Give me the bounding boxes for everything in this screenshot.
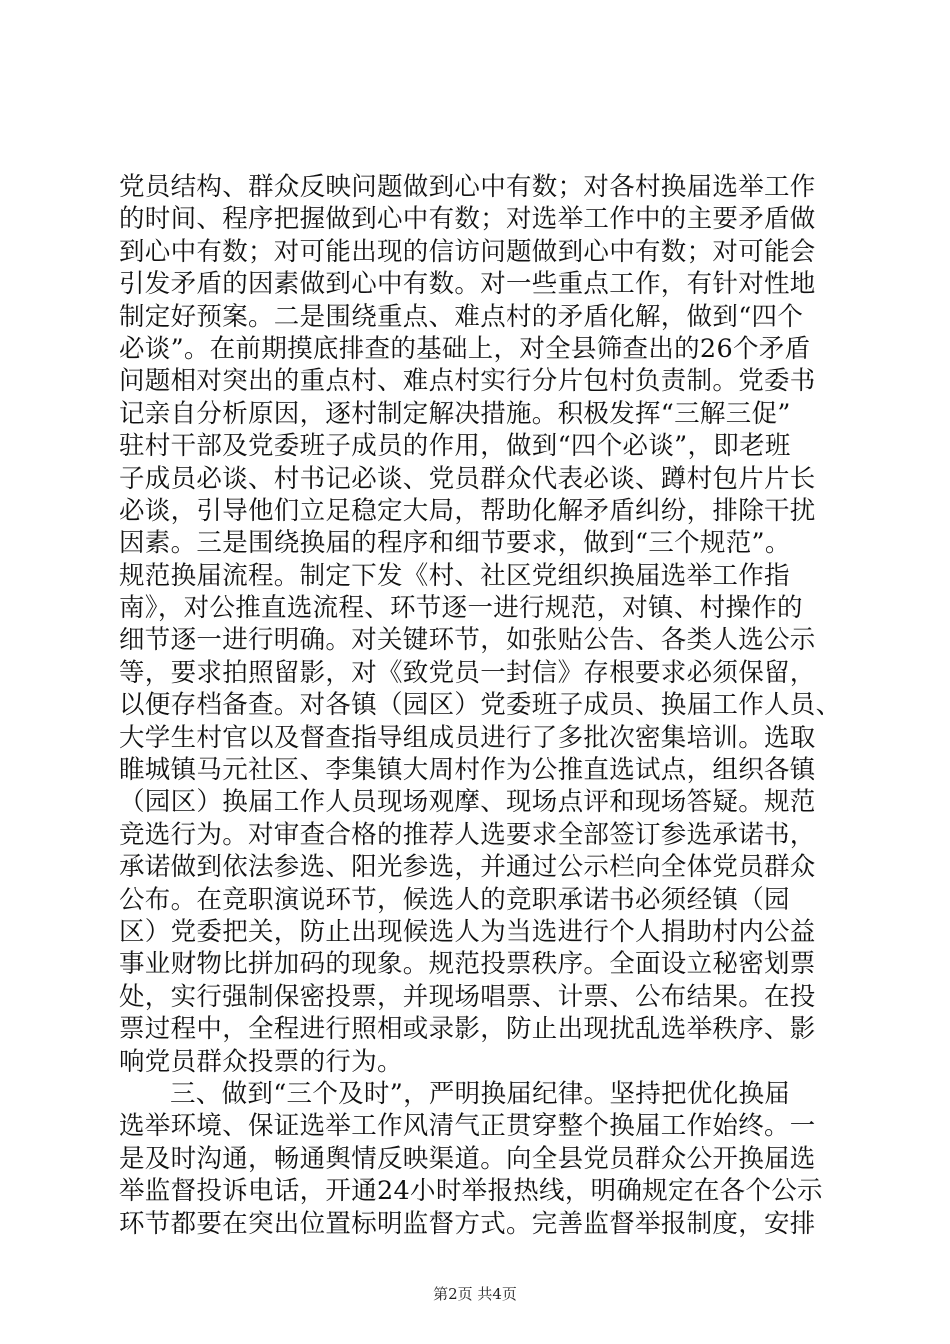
text-line: 引发矛盾的因素做到心中有数。对一些重点工作，有针对性地 [119,269,816,300]
text-line: 以便存档备查。对各镇（园区）党委班子成员、换届工作人员、 [119,690,842,721]
text-line: 区）党委把关，防止出现候选人为当选进行个人捐助村内公益 [119,916,816,947]
text-line: 等，要求拍照留影，对《致党员一封信》存根要求必须保留， [119,657,816,688]
text-line: 党员结构、群众反映问题做到心中有数；对各村换届选举工作 [119,172,816,202]
text-line: 记亲自分析原因，逐村制定解决措施。积极发挥“三解三促” [119,398,791,429]
text-line: 选举环境、保证选举工作风清气正贯穿整个换届工作始终。一 [119,1111,816,1142]
text-line: 南》，对公推直选流程、环节逐一进行规范，对镇、村操作的 [119,593,803,624]
text-line: 票过程中，全程进行照相或录影，防止出现扰乱选举秩序、影 [119,1014,816,1045]
body-text [119,171,842,1240]
page-number-footer: 第2页 共4页 [433,1285,517,1303]
text-line: 制定好预案。二是围绕重点、难点村的矛盾化解，做到“四个 [119,301,804,332]
text-line: 到心中有数；对可能出现的信访问题做到心中有数；对可能会 [119,236,816,267]
text-line: 环节都要在突出位置标明监督方式。完善监督举报制度，安排 [119,1208,816,1239]
text-line: 处，实行强制保密投票，并现场唱票、计票、公布结果。在投 [119,981,816,1012]
text-line: 公布。在竞职演说环节，候选人的竞职承诺书必须经镇（园 [119,884,790,915]
text-line: 必谈，引导他们立足稳定大局，帮助化解矛盾纠纷，排除干扰 [119,495,816,526]
text-line: 大学生村官以及督查指导组成员进行了多批次密集培训。选取 [119,722,816,753]
text-line: 事业财物比拼加码的现象。规范投票秩序。全面设立秘密划票 [119,949,816,980]
text-line: 响党员群众投票的行为。 [119,1046,403,1077]
text-line: 承诺做到依法参选、阳光参选，并通过公示栏向全体党员群众 [119,852,816,883]
text-line: 规范换届流程。制定下发《村、社区党组织换届选举工作指 [119,560,790,591]
text-line: 细节逐一进行明确。对关键环节，如张贴公告、各类人选公示 [119,625,816,656]
text-line: 竞选行为。对审查合格的推荐人选要求全部签订参选承诺书， [119,819,816,850]
text-line: 因素。三是围绕换届的程序和细节要求，做到“三个规范”。 [119,528,791,559]
text-line: 问题相对突出的重点村、难点村实行分片包村负责制。党委书 [119,366,816,397]
text-line: 是及时沟通，畅通舆情反映渠道。向全县党员群众公开换届选 [119,1143,816,1174]
text-line: 举监督投诉电话，开通24小时举报热线，明确规定在各个公示 [119,1176,823,1207]
text-line: （园区）换届工作人员现场观摩、现场点评和现场答疑。规范 [119,787,816,818]
text-line: 睢城镇马元社区、李集镇大周村作为公推直选试点，组织各镇 [119,755,816,786]
text-line: 子成员必谈、村书记必谈、党员群众代表必谈、蹲村包片片长 [119,463,816,494]
text-line: 的时间、程序把握做到心中有数；对选举工作中的主要矛盾做 [119,204,816,235]
section-heading-line: 三、做到“三个及时”，严明换届纪律。坚持把优化换届 [170,1078,791,1109]
text-line: 驻村干部及党委班子成员的作用，做到“四个必谈”，即老班 [119,431,791,462]
text-line: 必谈”。在前期摸底排查的基础上，对全县筛查出的26个矛盾 [119,333,811,364]
